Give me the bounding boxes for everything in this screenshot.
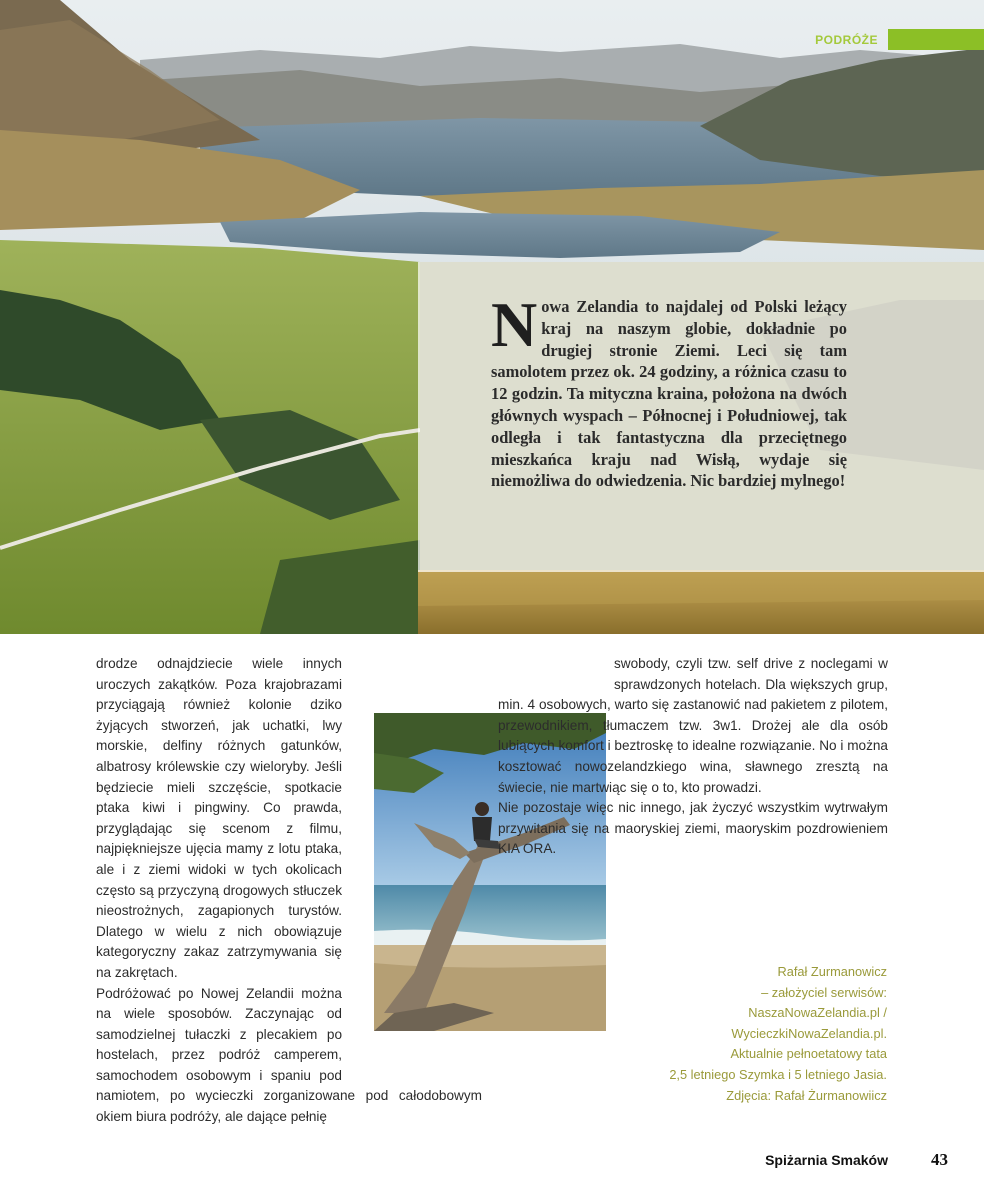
author-byline <box>600 962 887 1106</box>
body-paragraph: swobody, czyli tzw. self drive z noclegami w sprawdzonych hotelach. Dla większych grup, min. 4 osobowych, warto się zastanowić nad pakietem z pilotem, przewodnikiem, tłumaczem tzw. 3w1. Drożej ale dla osób lubiących komfort i beztroskę to idealne rozwiązanie. No i można kosztować nowozelandzkiego wina, sławnego zresztą na świecie, nie martwiąc się o to, kto prowadzi. <box>498 656 888 795</box>
body-paragraph: drodze odnajdziecie wiele innych uroczych zakątków. Poza krajobrazami przyciągają również kolonie dziko żyjących stworzeń, jak uchatki, lwy morskie, delfiny różnych gatunków, albatrosy królewskie czy wieloryby. Jeśli będziecie mieli szczęście, spotkacie ptaka kiwi i pingwiny. Co prawda, przyglądając się scenom z filmu, najpiękniejsze ujęcia mamy z lotu ptaka, ale i z ziemi widoki w tych okolicach często są przyczyną drogowych stłuczek nieostrożnych, zagapionych turystów. Dlatego w wielu z nich obowiązuje kategoryczny zakaz zatrzymywania się na zakrętach. <box>96 656 342 980</box>
byline-line: NaszaNowaZelandia.pl / <box>748 1005 887 1021</box>
section-accent-bar <box>888 29 984 50</box>
page-number: 43 <box>931 1150 948 1169</box>
intro-paragraph <box>491 289 847 492</box>
byline-line: Rafał Zurmanowicz <box>777 964 887 979</box>
drop-cap: N <box>491 289 538 360</box>
byline-line: Aktualnie pełnoetatowy tata <box>730 1046 887 1062</box>
article-column-right <box>498 654 888 860</box>
byline-line: WycieczkiNowaZelandia.pl. <box>731 1025 887 1041</box>
byline-line: 2,5 letniego Szymka i 5 letniego Jasia. <box>669 1066 887 1082</box>
byline-line: – założyciel serwisów: <box>761 984 887 1000</box>
section-tag: PODRÓŻE <box>815 33 878 47</box>
body-paragraph: Podróżować po Nowej Zelandii można na wiele sposobów. Zaczynając od samodzielnej tułaczki z plecakiem po hostelach, przez podróż camperem, samochodem osobowym i spaniu pod namiotem, po wycieczki zorganizowane pod całodobowym okiem biura podróży, ale dające pełnię <box>96 985 482 1125</box>
magazine-name: Spiżarnia Smaków <box>765 1152 888 1168</box>
intro-text: owa Zelandia to najdalej od Polski leżący kraj na naszym globie, dokładnie po drugiej stronie Ziemi. Leci się tam samolotem przez ok. 24 godziny, a różnica czasu to 12 godzin. Ta mityczna kraina, położona na dwóch głównych wyspach – Północnej i Południowej, tak odległa i tak fantastyczna dla przeciętnego mieszkańca kraju nad Wisłą, wydaje się niemożliwa do odwiedzenia. Nic bardziej mylnego! <box>491 297 847 491</box>
body-paragraph: Nie pozostaje więc nic innego, jak życzyć wszystkim wytrwałym przywitania się na maoryskiej ziemi, maoryskim pozdrowieniem KIA ORA. <box>498 800 888 857</box>
byline-line: Zdjęcia: Rafał Żurmanowiicz <box>726 1087 887 1103</box>
